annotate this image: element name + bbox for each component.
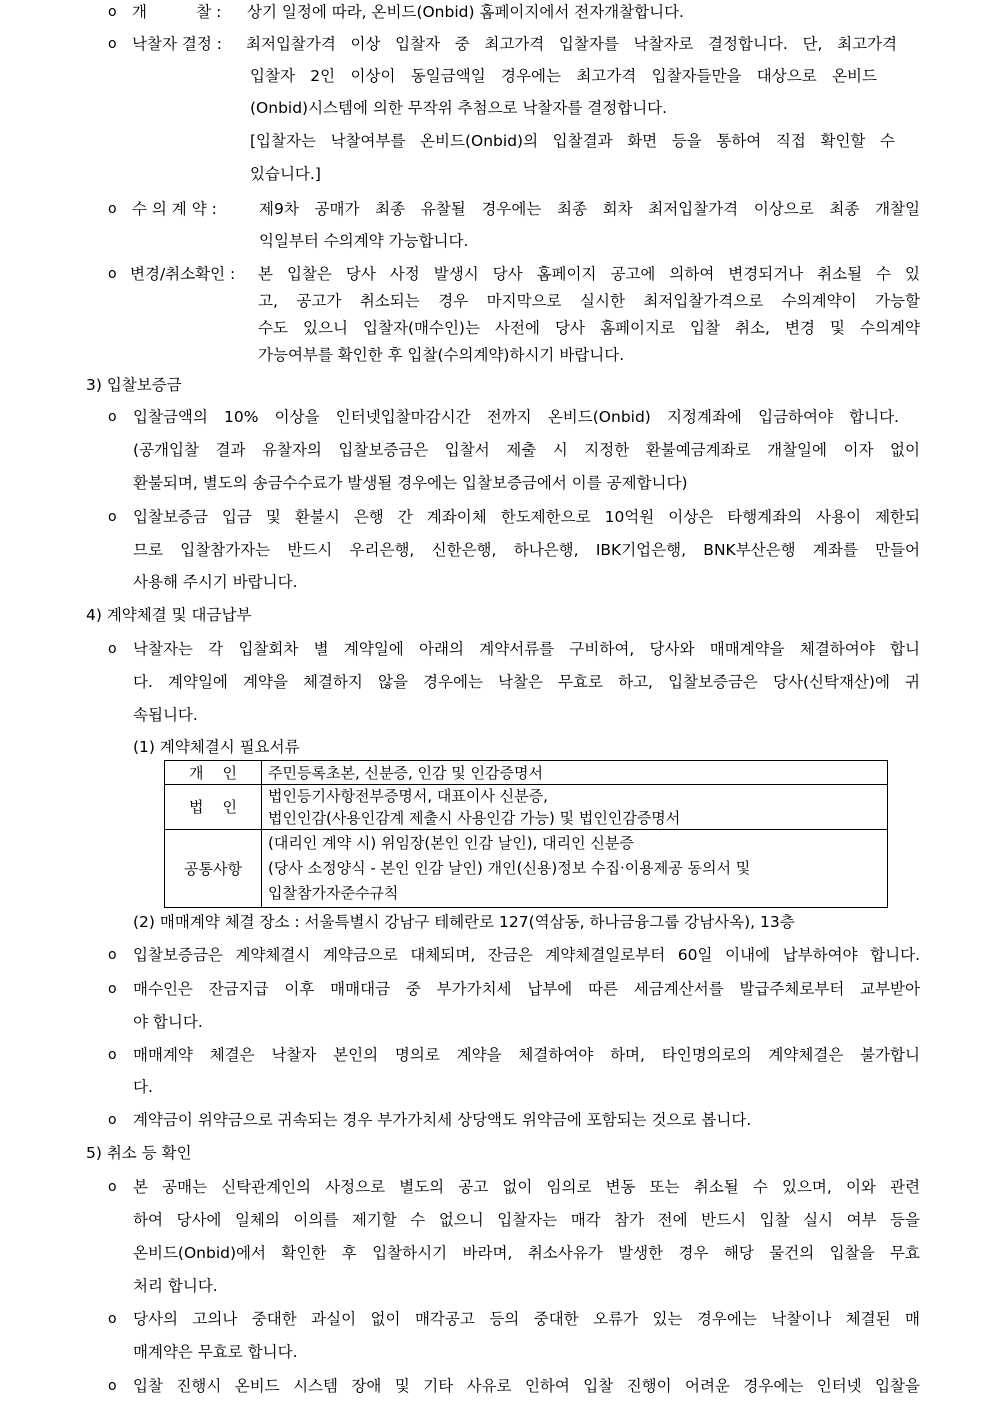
- paragraph-line: 환불되며, 별도의 송금수수료가 발생될 경우에는 입찰보증금에서 이를 공제합니다): [133, 474, 688, 492]
- paragraph-line: 입찰금액의 10% 이상을 인터넷입찰마감시간 전까지 온비드(Onbid) 지정계좌에 입금하여야 합니다.: [133, 408, 899, 426]
- table-row: [165, 761, 888, 785]
- table-cell: 법인등기사항전부증명서, 대표이사 신분증, 법인인감(사용인감계 제출시 사용인감 가능) 및 법인인감증명서: [262, 785, 888, 830]
- paragraph-line: 므로 입찰참가자는 반드시 우리은행, 신한은행, 하나은행, IBK기업은행, BNK부산은행 계좌를 만들어: [133, 541, 920, 559]
- term-label: 낙찰자 결정 :: [132, 35, 222, 53]
- term-label: 개 찰 :: [132, 3, 222, 21]
- bullet: o: [108, 509, 117, 525]
- table-header-cell: 법 인: [165, 785, 262, 830]
- section-heading: 3) 입찰보증금: [86, 376, 182, 394]
- paragraph-line: 매매계약 체결은 낙찰자 본인의 명의로 계약을 체결하여야 하며, 타인명의로의 계약체결은 불가합니: [133, 1046, 920, 1064]
- paragraph-line: 입찰보증금 입금 및 환불시 은행 간 계좌이체 한도제한으로 10억원 이상은 타행계좌의 사용이 제한되: [133, 508, 920, 526]
- paragraph-line: 속됩니다.: [133, 706, 198, 724]
- paragraph-line: 매수인은 잔금지급 이후 매매대금 중 부가가치세 납부에 따른 세금계산서를 발급주체로부터 교부받아: [133, 980, 920, 998]
- paragraph-line: 다.: [133, 1078, 153, 1096]
- paragraph-line: (공개입찰 결과 유찰자의 입찰보증금은 입찰서 제출 시 지정한 환불예금계좌로 개찰일에 이자 없이: [133, 441, 920, 459]
- term-text: 본 입찰은 당사 사정 발생시 당사 홈페이지 공고에 의하여 변경되거나 취소될 수 있: [258, 265, 920, 283]
- table-row: [165, 830, 888, 908]
- paragraph-line: 본 공매는 신탁관계인의 사정으로 별도의 공고 없이 임의로 변동 또는 취소될 수 있으며, 이와 관련: [133, 1178, 920, 1196]
- term-label: 수 의 계 약 :: [132, 200, 217, 218]
- paragraph-line: 온비드(Onbid)에서 확인한 후 입찰하시기 바라며, 취소사유가 발생한 경우 해당 물건의 입찰을 무효: [133, 1244, 920, 1262]
- table-row: [165, 785, 888, 830]
- term-text: 상기 일정에 따라, 온비드(Onbid) 홈페이지에서 전자개찰합니다.: [247, 3, 684, 21]
- paragraph-line: 하여 당사에 일체의 이의를 제기할 수 없으니 입찰자는 매각 참가 전에 반드시 입찰 실시 여부 등을: [133, 1211, 920, 1229]
- bullet: o: [108, 981, 117, 997]
- section-heading: 5) 취소 등 확인: [86, 1144, 192, 1162]
- paragraph-line: 사용해 주시기 바랍니다.: [133, 573, 298, 591]
- paragraph-line: 입찰보증금은 계약체결시 계약금으로 대체되며, 잔금은 계약체결일로부터 60일 이내에 납부하여야 합니다.: [133, 946, 920, 964]
- term-text: 제9차 공매가 최종 유찰될 경우에는 최종 회차 최저입찰가격 이상으로 최종 개찰일: [259, 200, 920, 218]
- bullet: o: [108, 947, 117, 963]
- table-header-cell: 공통사항: [165, 830, 262, 908]
- paragraph-line: 다. 계약일에 계약을 체결하지 않을 경우에는 낙찰은 무효로 하고, 입찰보증금은 당사(신탁재산)에 귀: [133, 673, 920, 691]
- section-heading: 4) 계약체결 및 대금납부: [86, 606, 252, 624]
- paragraph-line: 매계약은 무효로 합니다.: [133, 1343, 298, 1361]
- term-label: 변경/취소확인 :: [130, 265, 236, 283]
- sub-heading: (2) 매매계약 체결 장소 : 서울특별시 강남구 테헤란로 127(역삼동, 하나금융그룹 강남사옥), 13층: [133, 913, 795, 931]
- bullet: o: [108, 409, 117, 425]
- paragraph-line: 당사의 고의나 중대한 과실이 없이 매각공고 등의 중대한 오류가 있는 경우에는 낙찰이나 체결된 매: [133, 1310, 920, 1328]
- term-text: 있습니다.]: [250, 165, 321, 183]
- table-header-cell: 개 인: [165, 761, 262, 785]
- term-text: [입찰자는 낙찰여부를 온비드(Onbid)의 입찰결과 화면 등을 통하여 직접 확인할 수: [250, 132, 895, 150]
- paragraph-line: 입찰 진행시 온비드 시스템 장애 및 기타 사유로 인하여 입찰 진행이 어려운 경우에는 인터넷 입찰을: [133, 1377, 920, 1395]
- bullet: o: [108, 641, 117, 657]
- paragraph-line: 낙찰자는 각 입찰회차 별 계약일에 아래의 계약서류를 구비하여, 당사와 매매계약을 체결하여야 합니: [133, 640, 920, 658]
- term-text: 고, 공고가 취소되는 경우 마지막으로 실시한 최저입찰가격으로 수의계약이 가능할: [258, 292, 920, 310]
- paragraph-line: 처리 합니다.: [133, 1277, 218, 1295]
- paragraph-line: 계약금이 위약금으로 귀속되는 경우 부가가치세 상당액도 위약금에 포함되는 것으로 봅니다.: [133, 1111, 752, 1129]
- required-documents-table: [164, 760, 888, 908]
- bullet: o: [108, 266, 117, 282]
- bullet: o: [108, 1311, 117, 1327]
- table-cell: (대리인 계약 시) 위임장(본인 인감 날인), 대리인 신분증 (당사 소정양식 - 본인 인감 날인) 개인(신용)정보 수집·이용제공 동의서 및 입찰참가자준수규칙: [262, 830, 888, 908]
- term-text: 최저입찰가격 이상 입찰자 중 최고가격 입찰자를 낙찰자로 결정합니다. 단, 최고가격: [246, 35, 897, 53]
- sub-heading: (1) 계약체결시 필요서류: [133, 738, 300, 756]
- bullet: o: [108, 201, 117, 217]
- bullet: o: [108, 1047, 117, 1063]
- paragraph-line: 야 합니다.: [133, 1013, 203, 1031]
- bullet: o: [108, 1112, 117, 1128]
- bullet: o: [108, 4, 117, 20]
- bullet: o: [108, 36, 117, 52]
- term-text: 수도 있으니 입찰자(매수인)는 사전에 당사 홈페이지로 입찰 취소, 변경 및 수의계약: [258, 319, 920, 337]
- term-text: (Onbid)시스템에 의한 무작위 추첨으로 낙찰자를 결정합니다.: [250, 99, 668, 117]
- term-text: 익일부터 수의계약 가능합니다.: [259, 232, 469, 250]
- bullet: o: [108, 1378, 117, 1394]
- term-text: 가능여부를 확인한 후 입찰(수의계약)하시기 바랍니다.: [258, 346, 625, 364]
- bullet: o: [108, 1179, 117, 1195]
- table-cell: 주민등록초본, 신분증, 인감 및 인감증명서: [262, 761, 888, 785]
- term-text: 입찰자 2인 이상이 동일금액일 경우에는 최고가격 입찰자들만을 대상으로 온비드: [250, 67, 877, 85]
